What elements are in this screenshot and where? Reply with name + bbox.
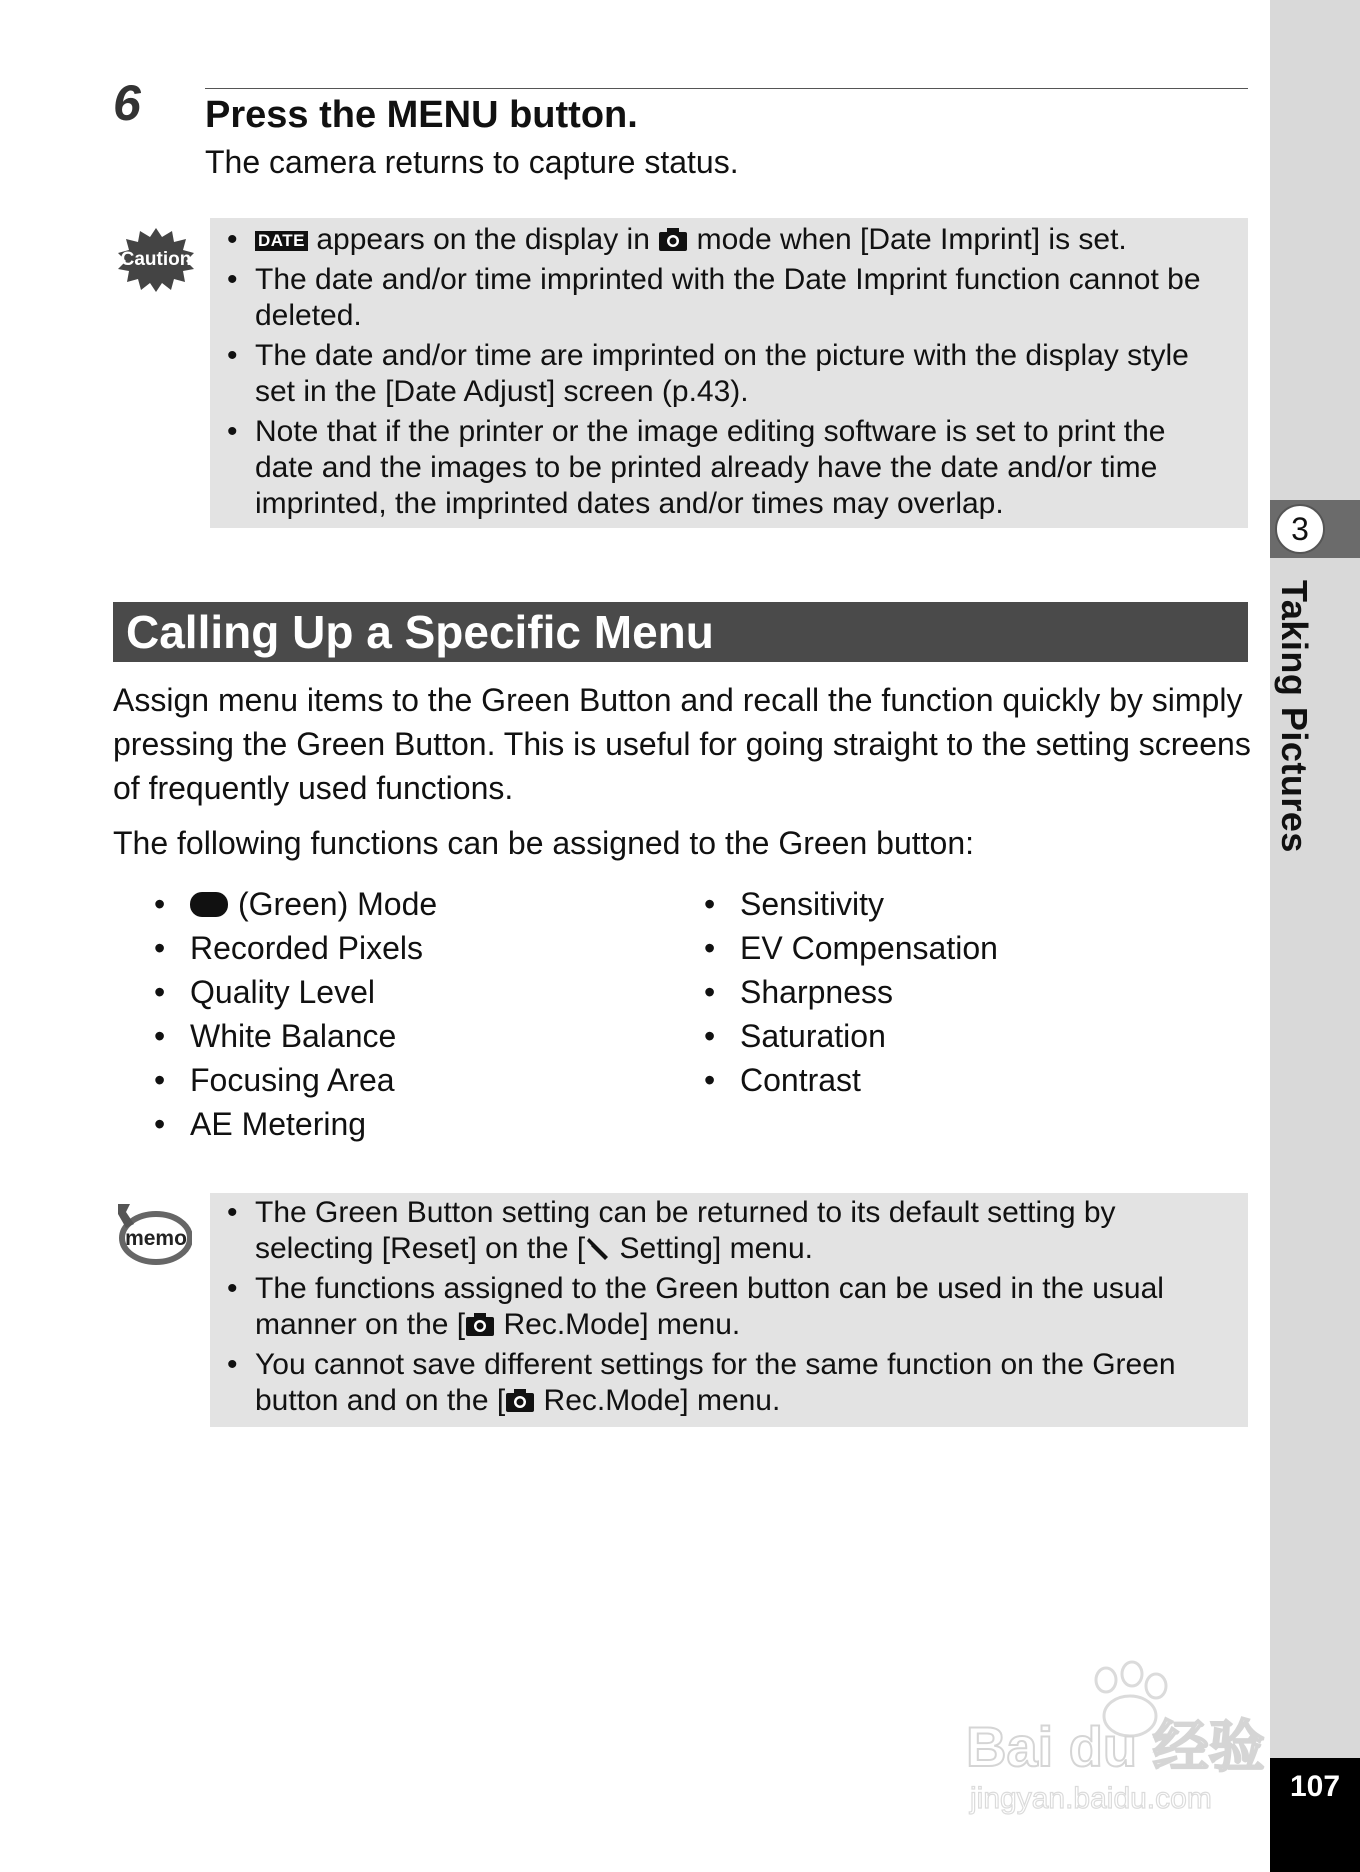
- caution-icon: [116, 226, 196, 292]
- function-item: • Sharpness: [704, 970, 998, 1014]
- camera-icon: [465, 1311, 495, 1337]
- memo-item: • The Green Button setting can be returned to its default setting by selecting [Reset] on the [ Setting] menu.: [210, 1195, 1248, 1267]
- function-item: • Saturation: [704, 1014, 998, 1058]
- functions-lead: The following functions can be assigned to the Green button:: [113, 825, 974, 861]
- step-divider: [205, 88, 1248, 89]
- step-title: Press the MENU button.: [205, 94, 638, 136]
- function-item: • Contrast: [704, 1058, 998, 1102]
- memo-box: [210, 1193, 1248, 1427]
- memo-item: • The functions assigned to the Green button can be used in the usual manner on the [ Rec.Mode] menu.: [210, 1271, 1248, 1343]
- wrench-icon: [585, 1235, 611, 1261]
- memo-item: • You cannot save different settings for the same function on the Green button and on the [ Rec.Mode] menu.: [210, 1347, 1248, 1419]
- step-number: 6: [113, 75, 141, 131]
- function-item: • EV Compensation: [704, 926, 998, 970]
- watermark-brand: Bai du 经验: [966, 1715, 1265, 1778]
- caution-item: • DATE appears on the display in mode when [Date Imprint] is set.: [210, 222, 1248, 258]
- function-item: • (Green) Mode: [154, 882, 437, 926]
- caution-box: [210, 218, 1248, 528]
- camera-icon: [658, 226, 688, 252]
- caution-item: • The date and/or time imprinted with the Date Imprint function cannot be deleted.: [210, 262, 1248, 334]
- function-item: • Recorded Pixels: [154, 926, 437, 970]
- chapter-number: 3: [1275, 504, 1325, 554]
- function-item: • Focusing Area: [154, 1058, 437, 1102]
- baidu-watermark: [960, 1660, 1270, 1820]
- function-item: • Quality Level: [154, 970, 437, 1014]
- functions-list-left: [154, 882, 437, 1146]
- memo-icon: [112, 1200, 192, 1266]
- section-intro: Assign menu items to the Green Button and recall the function quickly by simply pressing the Green Button. This is useful for going straight to the setting screens of frequently used functions.: [113, 682, 1251, 806]
- green-button-icon: [190, 892, 228, 917]
- caution-item: • Note that if the printer or the image editing software is set to print the date and the images to be printed already have the date and/or time imprinted, the imprinted dates and/or times may overlap.: [210, 414, 1248, 522]
- watermark-url: jingyan.baidu.com: [970, 1782, 1212, 1815]
- page-number: 107: [1289, 1770, 1341, 1803]
- function-item: • Sensitivity: [704, 882, 998, 926]
- caution-icon-label: Caution: [120, 249, 192, 270]
- camera-icon: [505, 1387, 535, 1413]
- side-band: [1270, 0, 1360, 1872]
- memo-icon-label: memo: [125, 1227, 187, 1250]
- chapter-title: Taking Pictures: [1274, 580, 1315, 853]
- section-title: Calling Up a Specific Menu: [126, 606, 714, 658]
- date-imprint-icon: DATE: [255, 231, 308, 251]
- function-item: • White Balance: [154, 1014, 437, 1058]
- functions-list-right: [704, 882, 998, 1102]
- step-description: The camera returns to capture status.: [205, 144, 739, 180]
- function-item: • AE Metering: [154, 1102, 437, 1146]
- caution-item: • The date and/or time are imprinted on the picture with the display style set in the [Date Adjust] screen (p.43).: [210, 338, 1248, 410]
